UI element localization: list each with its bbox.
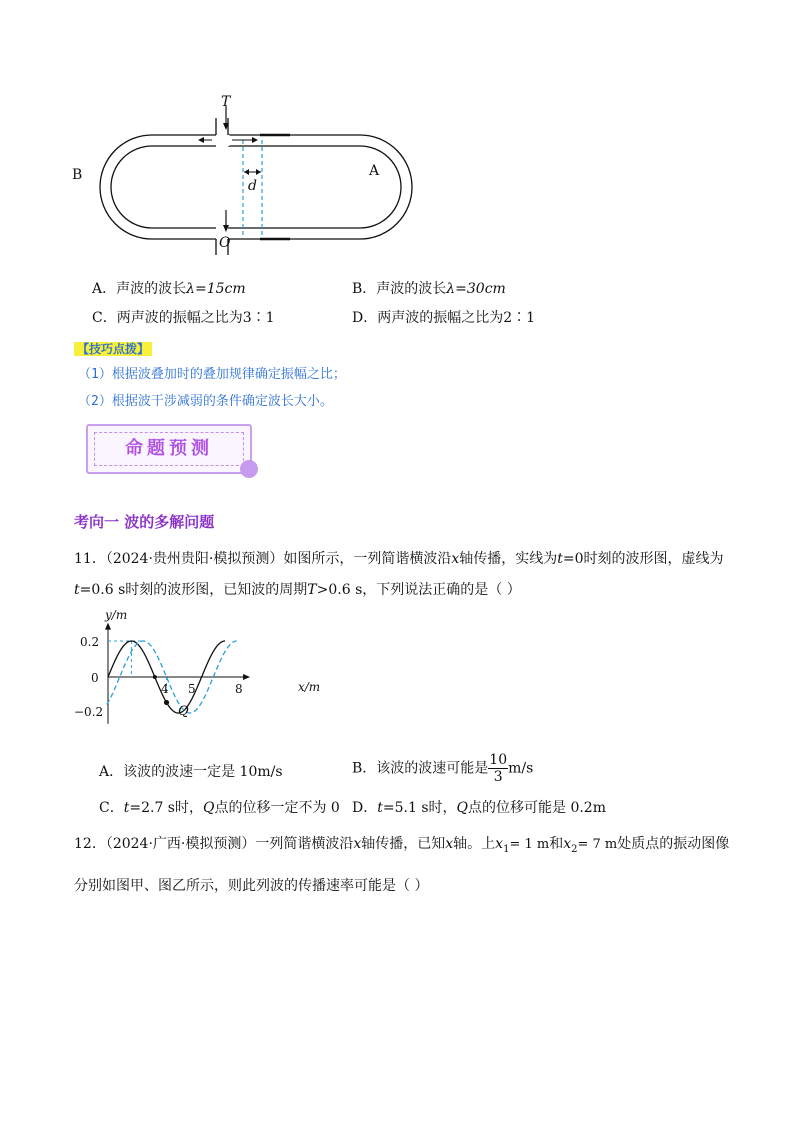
label-o: O [219, 235, 231, 251]
tip-badge: 【技巧点拨】 [74, 342, 152, 356]
tip-line-1: （1）根据波叠加时的叠加规律确定振幅之比； [78, 367, 346, 382]
tube-figure [60, 90, 420, 255]
q11-stem-line-1: 11．（2024·贵州贵阳·模拟预测）如图所示，一列简谐横波沿x轴传播，实线为t=0时刻的波形图，虚线为 [74, 551, 724, 567]
q10-option-b[interactable] [352, 279, 506, 299]
label-a: A [369, 163, 380, 179]
q10-option-b-formula: λ=30 [446, 281, 485, 297]
q10-option-b-prefix: B．声波的波长 [352, 281, 447, 297]
q11-option-c[interactable]: C．t=2.7 s时，Q点的位移一定不为 0 [99, 800, 340, 816]
q12-stem-line-2: 分别如图甲、图乙所示，则此列波的传播速率可能是（ ） [74, 878, 429, 894]
chart-tick-x-4: 4 [161, 682, 169, 696]
q10-option-a[interactable] [92, 279, 246, 299]
prediction-banner [86, 424, 252, 474]
q11-option-d[interactable]: D．t=5.1 s时，Q点的位移可能是 0.2m [352, 800, 606, 816]
chart-tick-x-5: 5 [188, 682, 196, 696]
point-x4 [153, 675, 157, 679]
point-q [164, 700, 169, 705]
q10-option-b-unit: cm [484, 281, 506, 297]
tip-line-2: （2）根据波干涉减弱的条件确定波长大小。 [78, 394, 333, 409]
q10-option-a-formula: λ=15 [186, 281, 225, 297]
q10-option-a-unit: cm [224, 281, 246, 297]
label-t: T [221, 94, 231, 110]
q12-stem-line-1: 12．（2024·广西·模拟预测）一列简谐横波沿x轴传播，已知x轴。上$x_1= 1$ m和$x_2= 7$ m处质点的振动图像 [74, 836, 730, 855]
label-b: B [72, 167, 83, 183]
section-title: 考向一 波的多解问题 [74, 513, 215, 531]
q11-option-a[interactable]: A．该波的波速一定是 10m/s [99, 764, 283, 780]
banner-title: 命题预测 [125, 438, 213, 459]
q11-stem-line-2: t=0.6 s时刻的波形图，已知波的周期T>0.6 s，下列说法正确的是（ ） [74, 582, 521, 598]
label-d: d [248, 178, 257, 194]
q11-option-b[interactable]: B．该波的波速可能是 $\frac{10}{3}$ m/s [352, 752, 534, 785]
chart-tick-y-top: 0.2 [80, 635, 100, 649]
banner-decoration-dot [240, 460, 258, 478]
chart-tick-y-bottom: −0.2 [74, 705, 104, 719]
chart-point-q-label: Q [178, 704, 189, 719]
q10-option-a-prefix: A．声波的波长 [92, 281, 187, 297]
q10-option-c[interactable]: C．两声波的振幅之比为3∶1 [92, 310, 275, 326]
chart-x-axis-label: x/m [298, 680, 321, 694]
chart-tick-x-8: 8 [235, 682, 243, 696]
chart-y-axis-label: y/m [105, 608, 128, 622]
chart-tick-y-zero: 0 [91, 671, 99, 685]
x-axis-arrow [243, 674, 250, 680]
q10-option-d[interactable]: D．两声波的振幅之比为2∶1 [352, 310, 536, 326]
